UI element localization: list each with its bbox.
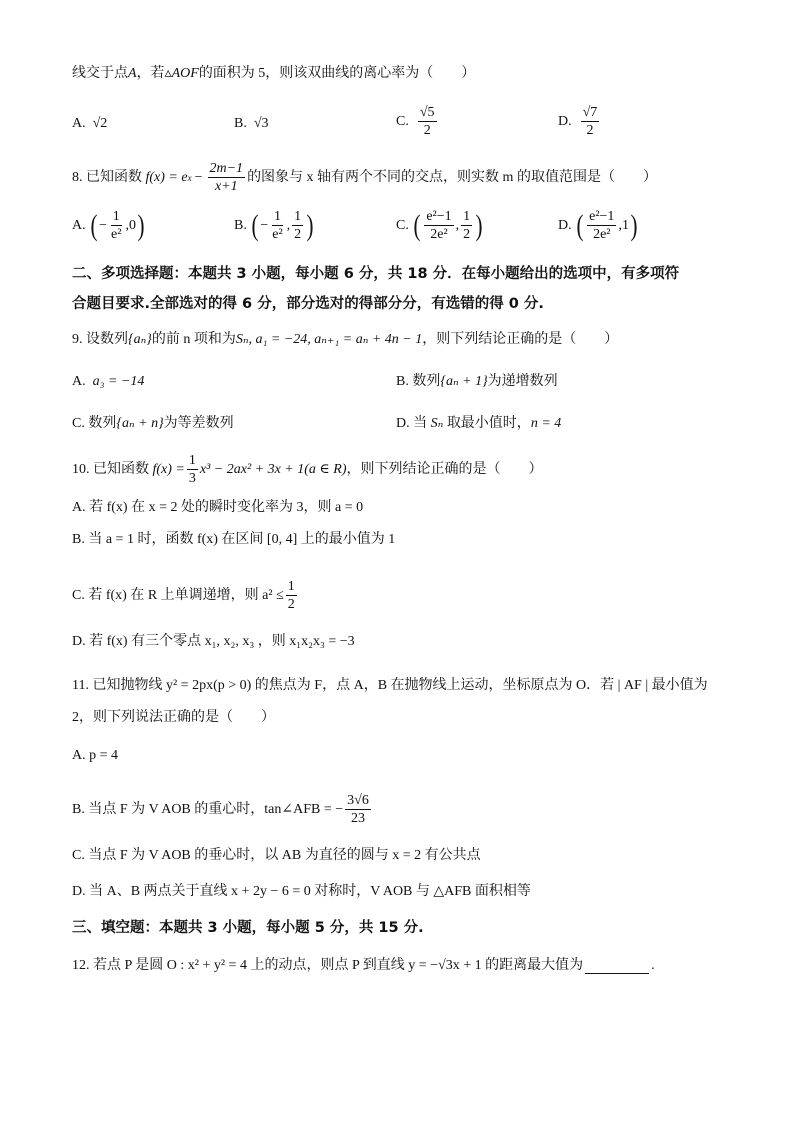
q12-text: . xyxy=(651,958,655,973)
q8-fraction xyxy=(208,160,246,195)
numerator: √5 xyxy=(419,105,435,120)
option-label: C. xyxy=(396,113,409,129)
q8-stem xyxy=(72,160,657,195)
question-number: 9. xyxy=(72,332,83,347)
option-expr: Sₙ xyxy=(430,416,444,431)
question-number: 10. xyxy=(72,461,90,477)
option-label: D. xyxy=(558,113,572,129)
q9-option-a[interactable] xyxy=(72,372,144,392)
section-2-heading-cont: 合题目要求.全部选对的得 6 分，部分选对的得部分分，有选错的得 0 分. xyxy=(72,296,544,312)
q11-option-d[interactable]: D. 当 A、B 两点关于直线 x + 2y − 6 = 0 对称时，V AOB 与 △AFB 面积相等 xyxy=(72,884,531,899)
q10-option-b[interactable]: B. 当 a = 1 时，函数 f(x) 在区间 [0, 4] 上的最小值为 1 xyxy=(72,532,396,547)
denominator: x+1 xyxy=(214,179,238,194)
option-text: 数列 xyxy=(88,416,117,431)
option-fraction xyxy=(587,208,616,243)
option-text: C. 若 f(x) 在 R 上单调递增，则 a² ≤ xyxy=(72,587,284,603)
numerator: 1 xyxy=(273,209,281,224)
numerator: 1 xyxy=(463,209,471,224)
q8-option-d[interactable]: D. ( $\frac{\text{e²−1}}{\text{2e²}}$ , 1 ) xyxy=(558,208,638,242)
q12-text: 12. 若点 P 是圆 O : x² + y² = 4 上的动点，则点 P 到直线 y = −√3x + 1 的距离最大值为 xyxy=(72,958,584,973)
numerator: 2m−1 xyxy=(209,161,244,176)
denominator: 3 xyxy=(188,471,196,486)
question-number: 8. xyxy=(72,169,83,185)
option-fraction xyxy=(109,208,123,243)
option-label: C. xyxy=(396,217,409,233)
option-fraction xyxy=(286,578,297,613)
option-fraction xyxy=(292,208,303,243)
q10-fraction xyxy=(187,452,198,487)
denominator: e² xyxy=(272,227,283,242)
paren-left-icon: ( xyxy=(90,208,98,242)
bound: 0 xyxy=(128,217,136,233)
option-label: B. xyxy=(234,116,247,131)
option-text: 当 xyxy=(413,416,428,431)
q7-option-d[interactable] xyxy=(558,104,601,139)
q7-option-b[interactable] xyxy=(234,114,269,134)
q8-function: f(x) = e xyxy=(145,169,188,185)
paren-left-icon: ( xyxy=(576,208,584,242)
option-text: B. 当点 F 为 V AOB 的重心时，tan∠AFB = − xyxy=(72,801,344,817)
paren-right-icon: ) xyxy=(137,208,145,242)
numerator: 3√6 xyxy=(347,793,369,808)
q7-option-c[interactable] xyxy=(396,104,439,139)
q10-option-a[interactable]: A. 若 f(x) 在 x = 2 处的瞬时变化率为 3，则 a = 0 xyxy=(72,500,364,515)
option-label: D. xyxy=(558,217,572,233)
q9-stem xyxy=(72,330,618,350)
option-label: A. xyxy=(72,116,86,131)
paren-right-icon: ) xyxy=(630,208,638,242)
option-label: A. xyxy=(72,374,86,389)
q9-condition: Sₙ, a₁ = −24, aₙ₊₁ = aₙ + 4n − 1 xyxy=(235,332,423,347)
q10-polynomial: x³ − 2ax² + 3x + 1(a ∈ R) xyxy=(199,461,347,477)
numerator: 1 xyxy=(294,209,302,224)
q8-minus: − xyxy=(194,169,203,185)
answer-blank[interactable] xyxy=(585,959,649,974)
q7-text: ，若 xyxy=(136,66,165,81)
denominator: e² xyxy=(111,227,122,242)
q9-text: ，则下列结论正确的是（ ） xyxy=(422,332,619,347)
option-fraction xyxy=(461,208,472,243)
q8-text: 已知函数 xyxy=(86,169,142,185)
paren-right-icon: ) xyxy=(306,208,314,242)
option-expr: a₃ = −14 xyxy=(92,374,145,389)
q9-text: 的前 n 项和为 xyxy=(151,332,236,347)
denominator: 23 xyxy=(350,811,365,826)
q10-option-c[interactable] xyxy=(72,578,299,613)
q7-stem-tail xyxy=(72,64,475,84)
option-fraction xyxy=(581,104,600,139)
q10-text: ，则下列结论正确的是（ ） xyxy=(346,461,543,477)
numerator: √7 xyxy=(582,105,598,120)
q8-exponent: x xyxy=(187,172,192,183)
option-label: C. xyxy=(72,416,85,431)
option-text: 为等差数列 xyxy=(163,416,234,431)
option-expr: √2 xyxy=(92,116,108,131)
q8-option-a[interactable]: A. ( − $\frac{1}{\text{e²}}$ , 0 ) xyxy=(72,208,145,242)
denominator: 2 xyxy=(423,123,431,138)
numerator: 1 xyxy=(112,209,120,224)
paren-left-icon: ( xyxy=(251,208,259,242)
q9-text: 设数列 xyxy=(86,332,128,347)
q12-stem xyxy=(72,956,655,976)
option-text: 数列 xyxy=(412,374,441,389)
numerator: 1 xyxy=(188,453,196,468)
numerator: 1 xyxy=(287,579,295,594)
q7-option-a[interactable] xyxy=(72,114,107,134)
section-3-heading: 三、填空题：本题共 3 小题，每小题 5 分，共 15 分. xyxy=(72,920,424,936)
q11-option-c[interactable]: C. 当点 F 为 V AOB 的垂心时，以 AB 为直径的圆与 x = 2 有公共点 xyxy=(72,848,481,863)
sign: − xyxy=(260,217,269,233)
option-fraction xyxy=(345,792,371,827)
bound: 1 xyxy=(621,217,629,233)
option-label: A. xyxy=(72,217,86,233)
q10-option-d[interactable]: D. 若 f(x) 有三个零点 x₁, x₂, x₃ ，则 x₁x₂x₃ = −3 xyxy=(72,634,355,649)
paren-left-icon: ( xyxy=(413,208,421,242)
q11-stem-cont: 2，则下列说法正确的是（ ） xyxy=(72,710,275,725)
numerator: e²−1 xyxy=(589,209,615,224)
q11-stem: 11. 已知抛物线 y² = 2px(p > 0) 的焦点为 F，点 A，B 在抛物线上运动，坐标原点为 O．若 | AF | 最小值为 xyxy=(72,678,708,693)
q10-text: 已知函数 xyxy=(93,461,149,477)
q8-text: 的图象与 x 轴有两个不同的交点，则实数 m 的取值范围是（ ） xyxy=(247,169,657,185)
q9-sequence: {aₙ} xyxy=(128,332,152,347)
q10-stem xyxy=(72,452,543,487)
sign: − xyxy=(99,217,108,233)
section-2-heading: 二、多项选择题：本题共 3 小题，每小题 6 分，共 18 分．在每小题给出的选项中，有多项符 xyxy=(72,266,680,282)
option-text: 为递增数列 xyxy=(487,374,558,389)
q7-text: 线交于点 xyxy=(72,66,128,81)
q8-option-c[interactable]: C. ( $\frac{\text{e²−1}}{\text{2e²}}$ , $\frac{1}{2}$ ) xyxy=(396,208,483,242)
option-label: B. xyxy=(396,374,409,389)
denominator: 2 xyxy=(463,227,471,242)
option-label: D. xyxy=(396,416,410,431)
option-expr: {aₙ + 1} xyxy=(440,374,488,389)
denominator: 2 xyxy=(287,597,295,612)
q9-option-c[interactable] xyxy=(72,414,234,434)
option-fraction xyxy=(424,208,453,243)
option-expr: {aₙ + n} xyxy=(116,416,164,431)
denominator: 2 xyxy=(586,123,594,138)
option-fraction xyxy=(270,208,284,243)
q11-option-a[interactable]: A. p = 4 xyxy=(72,748,119,763)
q7-point-a: A xyxy=(128,66,137,81)
denominator: 2 xyxy=(294,227,302,242)
denominator: 2e² xyxy=(593,227,611,242)
option-fraction xyxy=(418,104,437,139)
option-expr: n = 4 xyxy=(530,416,562,431)
q8-option-b[interactable]: B. ( − $\frac{1}{\text{e²}}$ , $\frac{1}{2}$ ) xyxy=(234,208,314,242)
paren-right-icon: ) xyxy=(475,208,483,242)
q7-text: 的面积为 5，则该双曲线的离心率为（ ） xyxy=(198,66,476,81)
q9-option-b[interactable] xyxy=(396,372,558,392)
numerator: e²−1 xyxy=(426,209,452,224)
q7-triangle: ▵AOF xyxy=(164,66,199,81)
q10-function: f(x) = xyxy=(152,461,185,477)
option-label: B. xyxy=(234,217,247,233)
q9-option-d[interactable] xyxy=(396,414,561,434)
option-expr: √3 xyxy=(253,116,269,131)
option-text: 取最小值时， xyxy=(446,416,531,431)
q11-option-b[interactable] xyxy=(72,792,373,827)
denominator: 2e² xyxy=(430,227,448,242)
